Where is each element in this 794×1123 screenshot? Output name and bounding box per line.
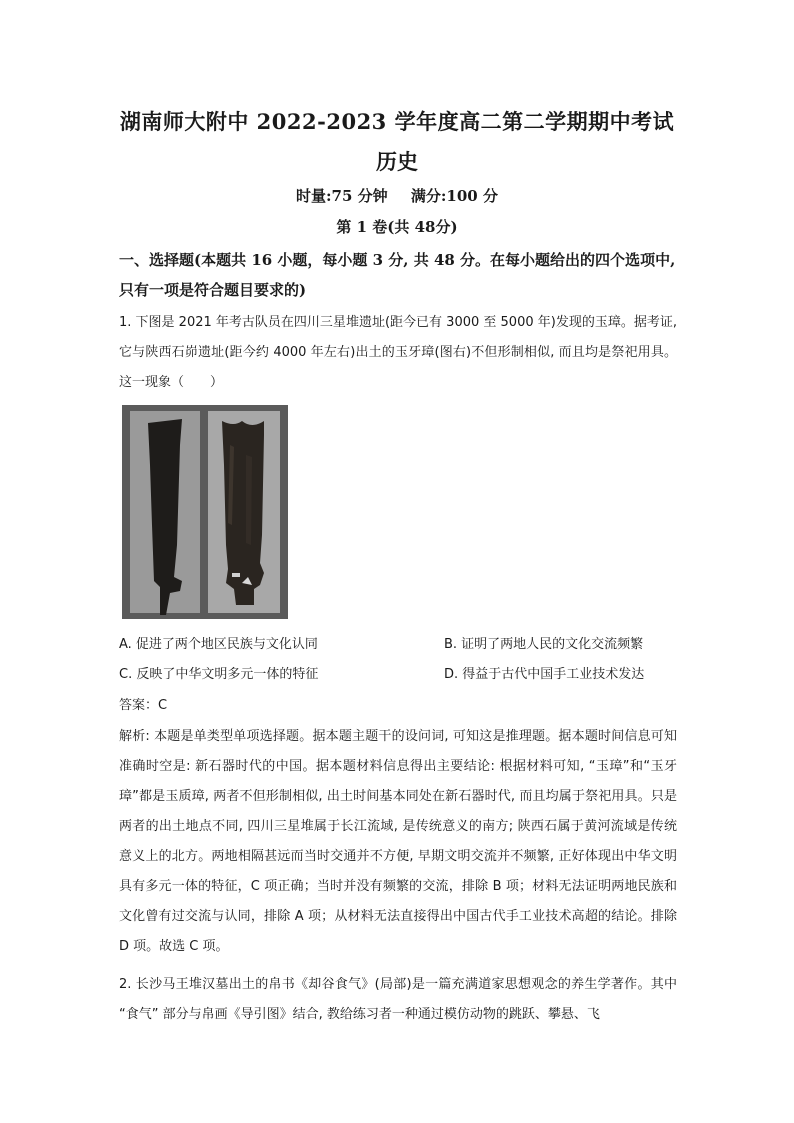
question-1-stem: 1. 下图是 2021 年考古队员在四川三星堆遗址(距今已有 3000 至 5000 年)发现的玉璋。据考证, 它与陕西石峁遗址(距今约 4000 年左右)出土的玉牙璋(图右)不但形制相似, 而且均是祭祀用具。这一现象（ ） xyxy=(119,315,677,390)
yuzhang-artifact xyxy=(148,419,182,615)
full-score: 满分:100 分 xyxy=(410,187,498,205)
question-2-stem: 2. 长沙马王堆汉墓出土的帛书《却谷食气》(局部)是一篇充满道家思想观念的养生学著作。其中 “食气” 部分与帛画《导引图》结合, 教给练习者一种通过模仿动物的跳跃、攀悬、飞 xyxy=(119,977,677,1022)
question-1-answer: 答案：C xyxy=(119,698,168,713)
subject-title: 历史 xyxy=(376,149,418,174)
time-limit: 时量:75 分钟 xyxy=(296,187,388,205)
option-b: B. 证明了两地人民的文化交流频繁 xyxy=(444,637,644,652)
artifact-photo xyxy=(122,405,288,619)
exam-meta xyxy=(0,185,794,206)
option-c: C. 反映了中华文明多元一体的特征 xyxy=(119,667,319,682)
option-d: D. 得益于古代中国手工业技术发达 xyxy=(444,667,645,682)
question-1-analysis: 解析: 本题是单类型单项选择题。据本题主题干的设问词, 可知这是推理题。据本题时间信息可知准确时空是: 新石器时代的中国。据本题材料信息得出主要结论: 根据材料可知, “玉璋”和“玉牙璋”都是玉质璋, 两者不但形制相似, 出土时间基本同处在新石器时代, 而且均属于祭祀用具。只是两者的出土地点不同, 四川三星堆属于长江流域, 是传统意义的南方; 陕西石属于黄河流域是传统意义上的北方。两地相隔甚远而当时交通并不方便, 早期文明交流并不频繁, 正好体现出中华文明具有多元一体的特征，C 项正确；当时并没有频繁的交流，排除 B 项；材料无法证明两地民族和文化曾有过交流与认同，排除 A 项；从材料无法直接得出中国古代手工业技术高超的结论。排除 D 项。故选 C 项。 xyxy=(119,729,677,954)
option-a: A. 促进了两个地区民族与文化认同 xyxy=(119,637,318,652)
exam-title: 湖南师大附中 2022-2023 学年度高二第二学期期中考试 xyxy=(119,109,675,134)
artifact-drawing xyxy=(122,405,288,619)
section-heading: 一、选择题(本题共 16 小题，每小题 3 分, 共 48 分。在每小题给出的四个选项中, 只有一项是符合题目要求的) xyxy=(119,251,676,299)
volume-heading: 第 1 卷(共 48分) xyxy=(336,218,458,236)
